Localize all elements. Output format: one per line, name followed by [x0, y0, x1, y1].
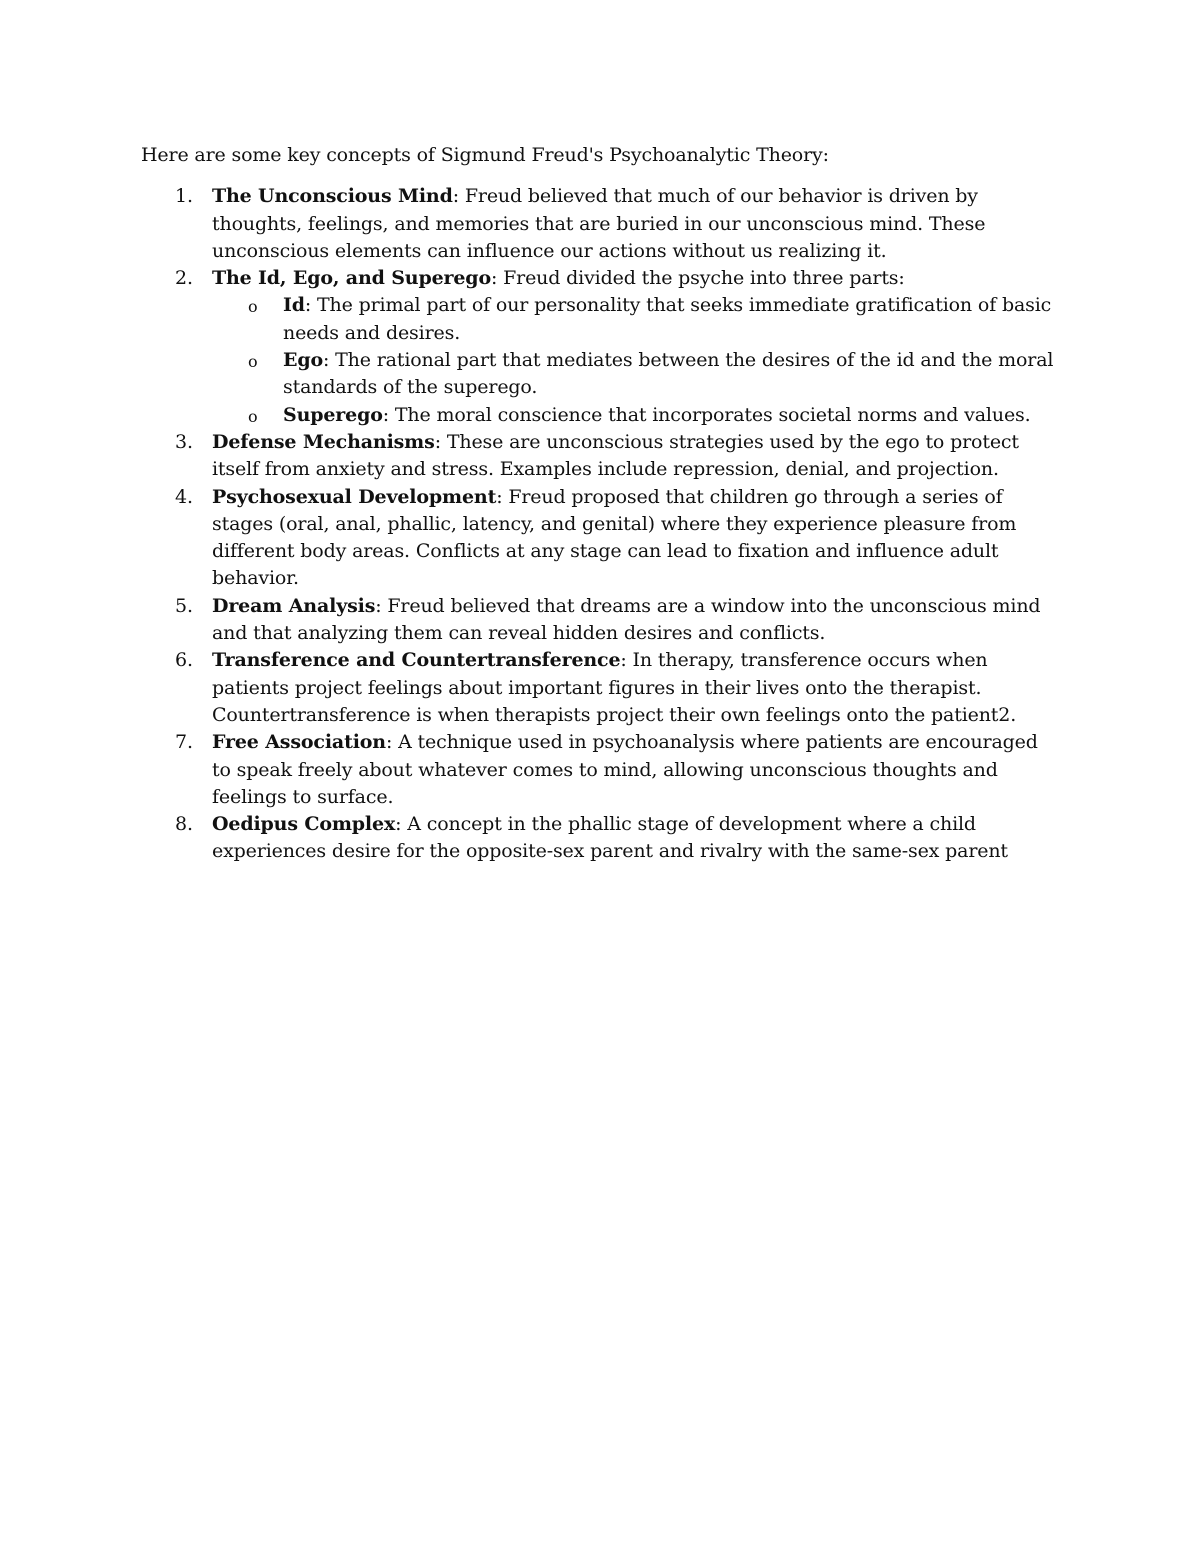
list-item: [141, 429, 1061, 484]
sub-concept-description: : The moral conscience that incorporates societal norms and values.: [382, 403, 1031, 426]
bullet-icon: o: [248, 352, 258, 372]
concept-description: : Freud divided the psyche into three parts:: [490, 267, 905, 290]
list-number: 2.: [175, 267, 193, 290]
concept-term: The Unconscious Mind: [212, 185, 453, 208]
concept-term: Psychosexual Development: [212, 485, 497, 508]
concept-description: : Freud believed that dreams are a window into the unconscious mind and that analyzing them can reveal hidden desires and conflicts.: [212, 594, 1041, 645]
sub-concept-term: Ego: [283, 349, 323, 372]
intro-paragraph: Here are some key concepts of Sigmund Freud's Psychoanalytic Theory:: [141, 144, 829, 166]
concept-term: Defense Mechanisms: [212, 430, 435, 453]
list-number: 6.: [175, 649, 193, 672]
concept-term: Dream Analysis: [212, 594, 376, 617]
concept-description: : These are unconscious strategies used by the ego to protect itself from anxiety and stress. Examples include repression, denial, and projection.: [212, 430, 1019, 481]
sub-list-item: [212, 402, 1061, 429]
sub-concept-term: Superego: [283, 403, 383, 426]
concept-description: : Freud believed that much of our behavior is driven by thoughts, feelings, and memories that are buried in our unconscious mind. These unconscious elements can influence our actions without us realizing it.: [212, 185, 986, 262]
list-item: [141, 183, 1061, 265]
concept-term: Transference and Countertransference: [212, 649, 621, 672]
list-item: [141, 265, 1061, 429]
list-number: 8.: [175, 813, 193, 836]
list-item: [141, 811, 1061, 866]
sub-concept-description: : The rational part that mediates between the desires of the id and the moral standards of the superego.: [283, 349, 1054, 399]
concept-description: : A technique used in psychoanalysis where patients are encouraged to speak freely about whatever comes to mind, allowing unconscious thoughts and feelings to surface.: [212, 731, 1038, 808]
sub-list-item: [212, 347, 1061, 402]
list-number: 5.: [175, 594, 193, 617]
list-number: 1.: [175, 185, 193, 208]
list-item: [141, 729, 1061, 811]
list-item: [141, 484, 1061, 593]
sub-concept-description: : The primal part of our personality that seeks immediate gratification of basic needs and desires.: [283, 294, 1052, 344]
concepts-list: [141, 183, 1061, 865]
list-item: [141, 593, 1061, 648]
bullet-icon: o: [248, 297, 258, 317]
psyche-parts-list: [212, 292, 1061, 428]
list-item: [141, 647, 1061, 729]
concept-description: : A concept in the phallic stage of development where a child experiences desire for the opposite-sex parent and rivalry with the same-sex parent: [212, 813, 1008, 863]
concept-term: The Id, Ego, and Superego: [212, 267, 491, 290]
concept-description: : In therapy, transference occurs when patients project feelings about important figures in their lives onto the therapist. Countertransference is when therapists project their own feelings onto the patient2.: [212, 649, 1017, 726]
concept-term: Free Association: [212, 731, 386, 754]
concept-term: Oedipus Complex: [212, 813, 396, 836]
list-number: 3.: [175, 430, 193, 453]
list-number: 4.: [175, 485, 193, 508]
list-number: 7.: [175, 731, 193, 754]
document-body: [141, 142, 1061, 866]
sub-concept-term: Id: [283, 294, 305, 317]
bullet-icon: o: [248, 406, 258, 426]
sub-list-item: [212, 292, 1061, 347]
concept-description: : Freud proposed that children go through a series of stages (oral, anal, phallic, latency, and genital) where they experience pleasure from different body areas. Conflicts at any stage can lead to fixation and influence adult behavior.: [212, 485, 1017, 590]
